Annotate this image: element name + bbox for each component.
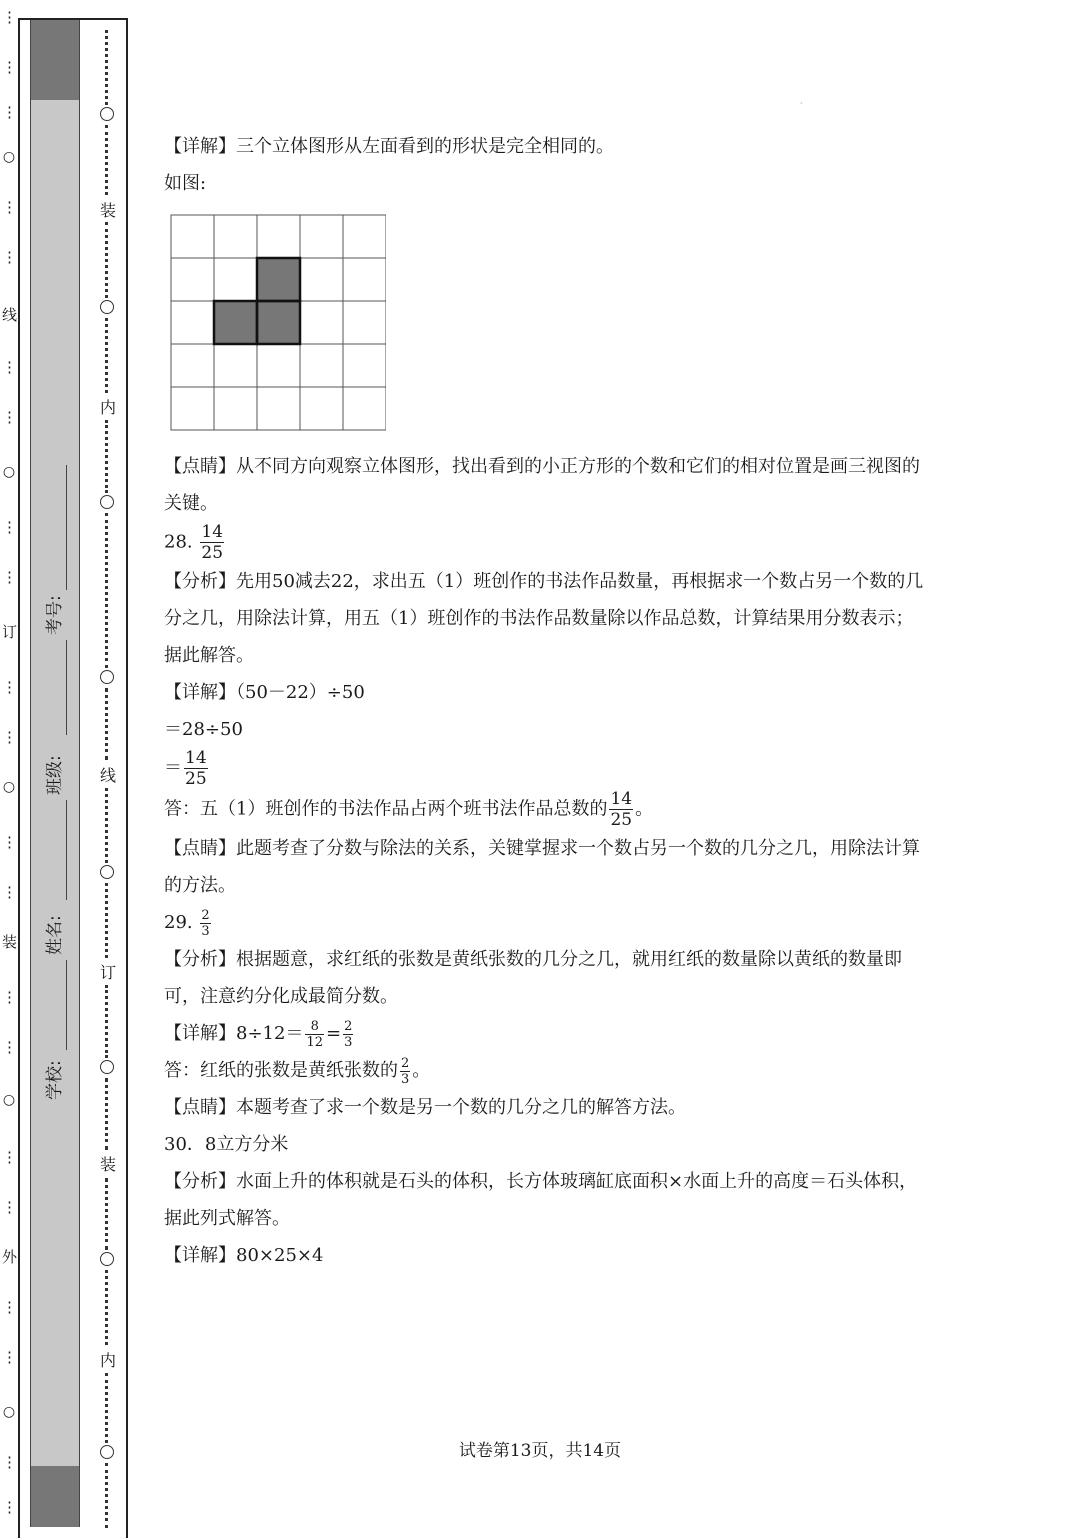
grid-cell xyxy=(300,387,343,430)
outer-dotted-line: ⋮ ⋮ ⋮ ○ ⋮ ⋮ 线 ⋮ ⋮ ○ ⋮ ⋮ 订 ⋮ ⋮ ○ ⋮ ⋮ 装 ⋮ ⋮ ○ ⋮ ⋮ 外 ⋮ ⋮ ○ ⋮ ⋮ xyxy=(2,8,18,1516)
q29-detail: 【详解】8÷12＝ $\frac{8}{12}$ = $\frac{2}{3}$ xyxy=(164,1018,353,1050)
q29-answer-fraction: $\frac{2}{3}$ xyxy=(201,907,210,939)
q28-answer-fraction: $\frac{14}{25}$ xyxy=(201,522,224,563)
q28-step2-fraction: $\frac{14}{25}$ xyxy=(185,748,207,789)
circle-mark xyxy=(100,670,114,684)
q28-answer-line xyxy=(164,522,924,563)
grid-cell-shaded xyxy=(257,258,300,301)
inner-label-nei-2: 内 xyxy=(99,1351,116,1370)
grid-cell xyxy=(214,258,257,301)
binding-margin xyxy=(0,0,130,1527)
q30-analysis: 【分析】水面上升的体积就是石头的体积，长方体玻璃缸底面积×水面上升的高度＝石头体积，据此列式解答。 xyxy=(164,1171,918,1229)
grid-cell xyxy=(171,344,214,387)
band-bottom-dark xyxy=(30,1466,80,1527)
band-top-dark xyxy=(30,20,80,100)
name-label: 姓名: xyxy=(45,915,65,955)
q27-detail: 【详解】三个立体图形从左面看到的形状是完全相同的。 xyxy=(164,136,614,157)
grid-cell xyxy=(257,215,300,258)
grid-cell xyxy=(343,301,386,344)
inner-label-zhuang-2: 装 xyxy=(99,1155,116,1174)
grid-cell xyxy=(257,387,300,430)
circle-mark: ○ xyxy=(2,1404,16,1420)
q28-answer: 答：五（1）班创作的书法作品占两个班书法作品总数的 $\frac{14}{25}$ 。 xyxy=(164,789,654,830)
class-label: 班级: xyxy=(45,755,65,795)
page-footer: 试卷第13页，共14页 xyxy=(458,1441,622,1461)
q29-number: 29. xyxy=(164,912,193,933)
q28-analysis: 【分析】先用50减去22，求出五（1）班创作的书法作品数量，再根据求一个数占另一个数的几分之几，用除法计算，用五（1）班创作的书法作品数量除以作品总数，计算结果用分数表示；据此解答。 xyxy=(164,571,924,666)
q29-answer-line xyxy=(164,904,924,941)
q28-number: 28. xyxy=(164,531,193,553)
q27-as-shown: 如图: xyxy=(164,173,207,194)
grid-cell xyxy=(214,344,257,387)
q28-step2: ＝ $\frac{14}{25}$ xyxy=(164,748,207,789)
circle-mark: ○ xyxy=(2,1092,16,1108)
q29-detail-fraction-2: $\frac{2}{3}$ xyxy=(344,1018,353,1050)
circle-mark xyxy=(100,495,114,509)
inner-label-zhuang: 装 xyxy=(99,201,116,220)
grid-cell xyxy=(214,215,257,258)
grid-cell xyxy=(343,344,386,387)
circle-mark xyxy=(100,865,114,879)
q28-detail: 【详解】（50－22）÷50 xyxy=(164,682,365,703)
q28-hint: 【点睛】此题考查了分数与除法的关系，关键掌握求一个数占另一个数的几分之几，用除法计算的方法。 xyxy=(164,838,920,896)
inner-dotted-line xyxy=(100,30,118,1530)
grid-cell xyxy=(171,215,214,258)
grid-cell xyxy=(343,387,386,430)
q29-answer-end-fraction: $\frac{2}{3}$ xyxy=(401,1055,410,1087)
circle-mark: ○ xyxy=(2,464,16,480)
inner-label-ding: 订 xyxy=(99,963,116,982)
grid-cell xyxy=(300,344,343,387)
q30-detail: 【详解】80×25×4 xyxy=(164,1245,324,1266)
q28-step1: ＝28÷50 xyxy=(164,719,243,740)
circle-mark: ○ xyxy=(2,779,16,795)
grid-cell xyxy=(300,258,343,301)
q28-answer-end-fraction: $\frac{14}{25}$ xyxy=(610,789,633,830)
exam-number-label: 考号: xyxy=(45,595,65,635)
grid-cell xyxy=(214,387,257,430)
school-label: 学校: xyxy=(45,1060,65,1100)
grid-cell-shaded xyxy=(257,301,300,344)
outer-label-ding: 订 xyxy=(2,623,18,641)
circle-mark xyxy=(100,300,114,314)
q29-analysis: 【分析】根据题意，求红纸的张数是黄纸张数的几分之几，就用红纸的数量除以黄纸的数量即可，注意约分化成最简分数。 xyxy=(164,949,902,1007)
answer-content xyxy=(164,128,924,1274)
grid-cell xyxy=(343,215,386,258)
grid-cell xyxy=(171,258,214,301)
grid-cell xyxy=(257,344,300,387)
q27-hint: 【点睛】从不同方向观察立体图形，找出看到的小正方形的个数和它们的相对位置是画三视图的关键。 xyxy=(164,456,920,514)
grid-cell xyxy=(300,301,343,344)
left-view-grid-figure xyxy=(170,214,386,432)
grid-cell xyxy=(343,258,386,301)
grid-cell xyxy=(171,387,214,430)
circle-mark xyxy=(100,107,114,121)
circle-mark: ○ xyxy=(2,149,16,165)
outer-label-zhuang: 装 xyxy=(2,933,18,951)
outer-label-wai: 外 xyxy=(2,1248,18,1266)
inner-label-xian: 线 xyxy=(99,766,116,785)
grid-cell xyxy=(171,301,214,344)
q30-answer-line: 30．8立方分米 xyxy=(164,1134,289,1155)
inner-label-nei: 内 xyxy=(99,398,116,417)
q27-view-grid xyxy=(170,214,386,432)
grid-cell xyxy=(300,215,343,258)
q29-detail-fraction-1: $\frac{8}{12}$ xyxy=(306,1018,323,1050)
q29-hint: 【点睛】本题考查了求一个数是另一个数的几分之几的解答方法。 xyxy=(164,1097,686,1118)
grid-cell-shaded xyxy=(214,301,257,344)
q29-answer: 答：红纸的张数是黄纸张数的 $\frac{2}{3}$ 。 xyxy=(164,1055,431,1087)
circle-mark xyxy=(100,1060,114,1074)
circle-mark xyxy=(100,1252,114,1266)
outer-label-line: 线 xyxy=(2,306,18,324)
